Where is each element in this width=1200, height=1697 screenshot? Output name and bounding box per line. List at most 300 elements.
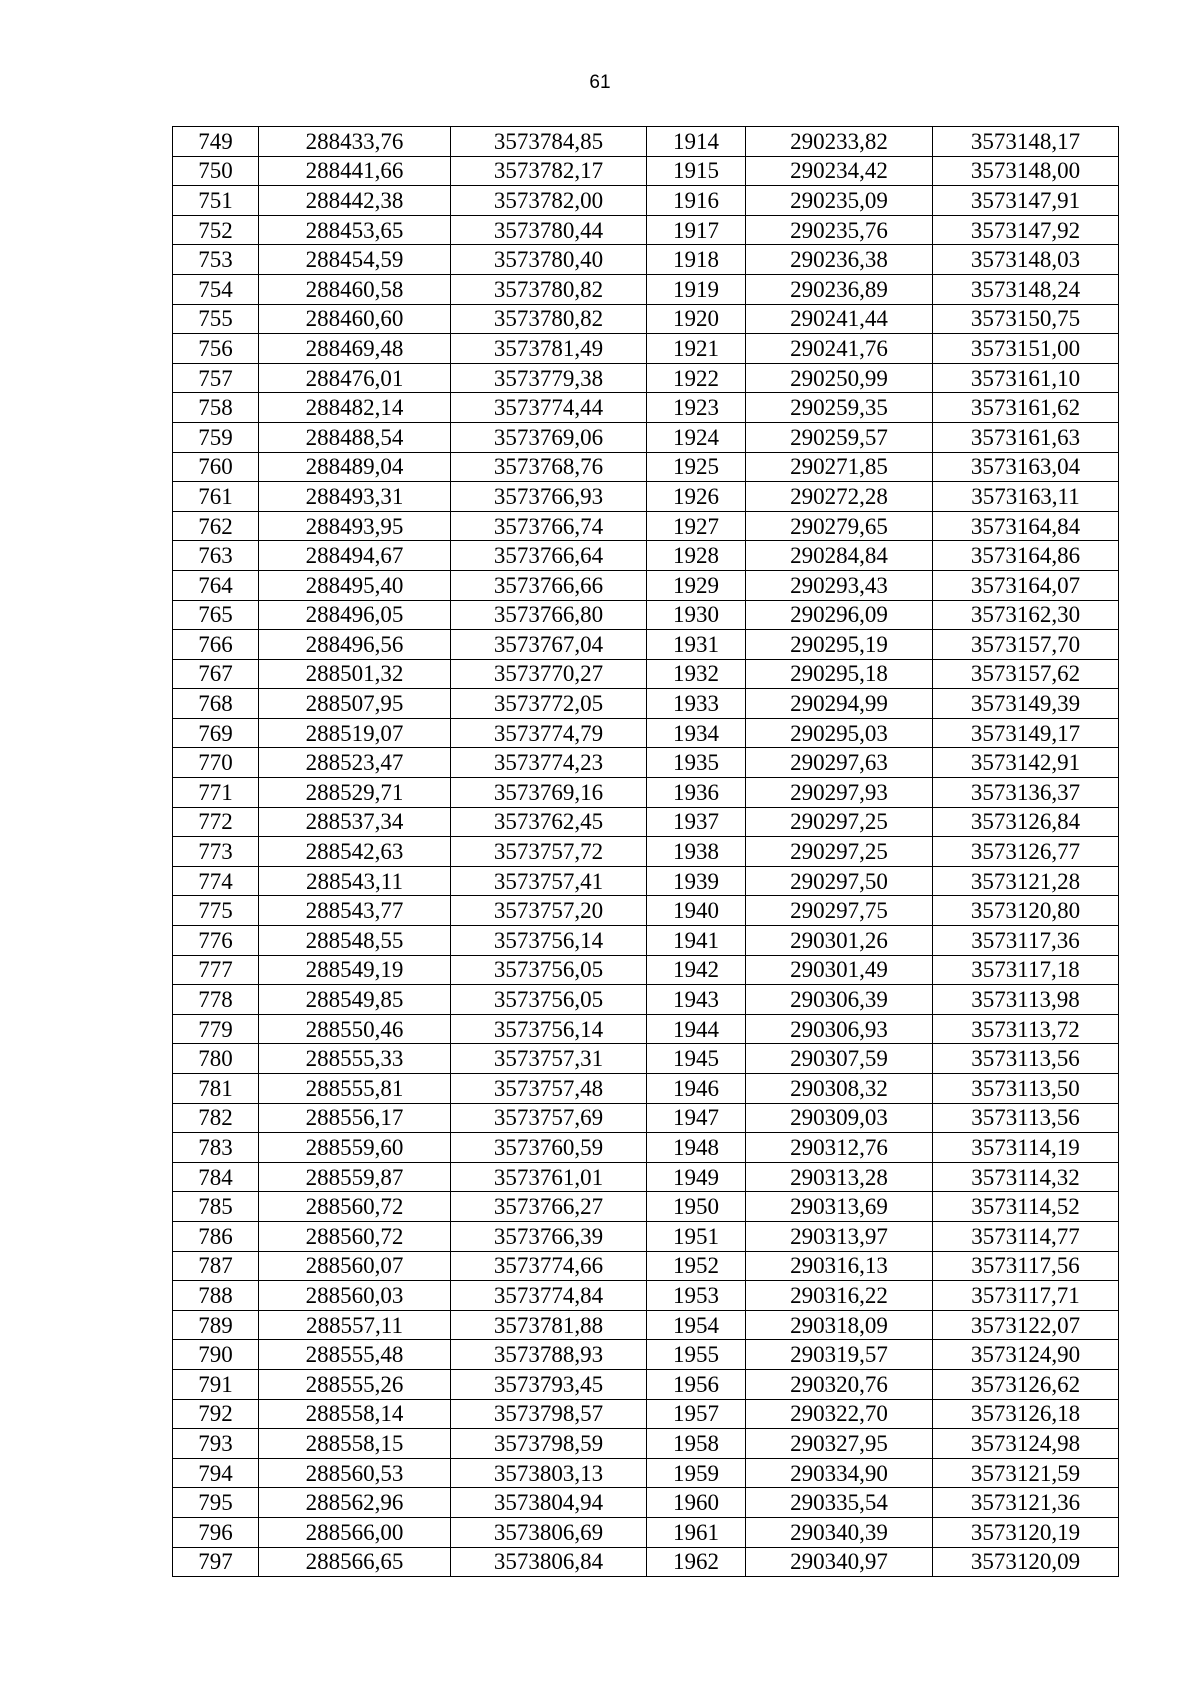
point-number-left-cell: 778	[173, 985, 259, 1015]
point-number-right-cell: 1932	[647, 659, 746, 689]
y-coordinate-right-cell: 3573113,72	[933, 1014, 1119, 1044]
table-row	[173, 1399, 1119, 1429]
x-coordinate-right-cell: 290259,35	[746, 393, 933, 423]
y-coordinate-left-cell: 3573781,88	[451, 1310, 647, 1340]
y-coordinate-right-cell: 3573163,04	[933, 452, 1119, 482]
x-coordinate-right-cell: 290322,70	[746, 1399, 933, 1429]
x-coordinate-right-cell: 290313,97	[746, 1221, 933, 1251]
point-number-left-cell: 759	[173, 422, 259, 452]
table-row	[173, 511, 1119, 541]
point-number-right-cell: 1950	[647, 1192, 746, 1222]
y-coordinate-left-cell: 3573774,23	[451, 748, 647, 778]
x-coordinate-right-cell: 290320,76	[746, 1369, 933, 1399]
y-coordinate-right-cell: 3573114,32	[933, 1162, 1119, 1192]
x-coordinate-left-cell: 288548,55	[259, 926, 451, 956]
x-coordinate-left-cell: 288523,47	[259, 748, 451, 778]
x-coordinate-right-cell: 290297,25	[746, 807, 933, 837]
y-coordinate-right-cell: 3573124,98	[933, 1429, 1119, 1459]
point-number-left-cell: 792	[173, 1399, 259, 1429]
table-row	[173, 215, 1119, 245]
y-coordinate-left-cell: 3573757,69	[451, 1103, 647, 1133]
x-coordinate-left-cell: 288529,71	[259, 778, 451, 808]
point-number-right-cell: 1959	[647, 1458, 746, 1488]
y-coordinate-left-cell: 3573757,31	[451, 1044, 647, 1074]
table-row	[173, 1103, 1119, 1133]
table-row	[173, 127, 1119, 157]
x-coordinate-right-cell: 290297,63	[746, 748, 933, 778]
x-coordinate-right-cell: 290250,99	[746, 363, 933, 393]
table-row	[173, 156, 1119, 186]
y-coordinate-left-cell: 3573784,85	[451, 127, 647, 157]
x-coordinate-left-cell: 288433,76	[259, 127, 451, 157]
x-coordinate-right-cell: 290295,18	[746, 659, 933, 689]
y-coordinate-left-cell: 3573798,59	[451, 1429, 647, 1459]
x-coordinate-right-cell: 290233,82	[746, 127, 933, 157]
point-number-right-cell: 1945	[647, 1044, 746, 1074]
point-number-right-cell: 1928	[647, 541, 746, 571]
x-coordinate-left-cell: 288482,14	[259, 393, 451, 423]
point-number-right-cell: 1930	[647, 600, 746, 630]
table-row	[173, 1458, 1119, 1488]
x-coordinate-right-cell: 290297,50	[746, 866, 933, 896]
y-coordinate-right-cell: 3573149,39	[933, 689, 1119, 719]
y-coordinate-right-cell: 3573124,90	[933, 1340, 1119, 1370]
point-number-right-cell: 1926	[647, 482, 746, 512]
x-coordinate-right-cell: 290284,84	[746, 541, 933, 571]
point-number-left-cell: 771	[173, 778, 259, 808]
point-number-right-cell: 1946	[647, 1074, 746, 1104]
x-coordinate-right-cell: 290313,28	[746, 1162, 933, 1192]
table-row	[173, 807, 1119, 837]
point-number-left-cell: 796	[173, 1517, 259, 1547]
x-coordinate-left-cell: 288549,85	[259, 985, 451, 1015]
x-coordinate-right-cell: 290236,38	[746, 245, 933, 275]
y-coordinate-right-cell: 3573120,19	[933, 1517, 1119, 1547]
table-row	[173, 482, 1119, 512]
x-coordinate-right-cell: 290340,97	[746, 1547, 933, 1577]
x-coordinate-left-cell: 288555,26	[259, 1369, 451, 1399]
table-row	[173, 1488, 1119, 1518]
y-coordinate-left-cell: 3573761,01	[451, 1162, 647, 1192]
x-coordinate-right-cell: 290309,03	[746, 1103, 933, 1133]
y-coordinate-left-cell: 3573769,06	[451, 422, 647, 452]
y-coordinate-left-cell: 3573756,05	[451, 955, 647, 985]
x-coordinate-left-cell: 288494,67	[259, 541, 451, 571]
y-coordinate-left-cell: 3573772,05	[451, 689, 647, 719]
y-coordinate-left-cell: 3573767,04	[451, 630, 647, 660]
y-coordinate-right-cell: 3573148,17	[933, 127, 1119, 157]
y-coordinate-right-cell: 3573161,62	[933, 393, 1119, 423]
table-row	[173, 1221, 1119, 1251]
point-number-right-cell: 1920	[647, 304, 746, 334]
x-coordinate-left-cell: 288549,19	[259, 955, 451, 985]
y-coordinate-right-cell: 3573126,62	[933, 1369, 1119, 1399]
point-number-right-cell: 1957	[647, 1399, 746, 1429]
x-coordinate-left-cell: 288519,07	[259, 718, 451, 748]
point-number-left-cell: 782	[173, 1103, 259, 1133]
y-coordinate-right-cell: 3573120,80	[933, 896, 1119, 926]
point-number-left-cell: 770	[173, 748, 259, 778]
table-row	[173, 541, 1119, 571]
point-number-right-cell: 1941	[647, 926, 746, 956]
point-number-right-cell: 1947	[647, 1103, 746, 1133]
x-coordinate-left-cell: 288454,59	[259, 245, 451, 275]
x-coordinate-left-cell: 288543,11	[259, 866, 451, 896]
point-number-left-cell: 749	[173, 127, 259, 157]
table-row	[173, 1133, 1119, 1163]
table-row	[173, 1251, 1119, 1281]
table-row	[173, 1192, 1119, 1222]
x-coordinate-right-cell: 290235,76	[746, 215, 933, 245]
y-coordinate-left-cell: 3573780,82	[451, 274, 647, 304]
x-coordinate-left-cell: 288495,40	[259, 570, 451, 600]
x-coordinate-right-cell: 290272,28	[746, 482, 933, 512]
x-coordinate-right-cell: 290297,75	[746, 896, 933, 926]
y-coordinate-left-cell: 3573769,16	[451, 778, 647, 808]
table-row	[173, 274, 1119, 304]
point-number-left-cell: 789	[173, 1310, 259, 1340]
coordinates-table-body	[173, 127, 1119, 1577]
y-coordinate-left-cell: 3573766,93	[451, 482, 647, 512]
point-number-right-cell: 1960	[647, 1488, 746, 1518]
table-row	[173, 600, 1119, 630]
x-coordinate-right-cell: 290241,44	[746, 304, 933, 334]
y-coordinate-right-cell: 3573148,03	[933, 245, 1119, 275]
x-coordinate-left-cell: 288560,03	[259, 1281, 451, 1311]
table-row	[173, 1281, 1119, 1311]
x-coordinate-right-cell: 290297,93	[746, 778, 933, 808]
y-coordinate-left-cell: 3573756,14	[451, 1014, 647, 1044]
table-row	[173, 363, 1119, 393]
y-coordinate-right-cell: 3573122,07	[933, 1310, 1119, 1340]
table-row	[173, 1369, 1119, 1399]
point-number-left-cell: 758	[173, 393, 259, 423]
point-number-right-cell: 1927	[647, 511, 746, 541]
point-number-left-cell: 786	[173, 1221, 259, 1251]
x-coordinate-right-cell: 290241,76	[746, 334, 933, 364]
y-coordinate-left-cell: 3573780,44	[451, 215, 647, 245]
table-row	[173, 1162, 1119, 1192]
point-number-right-cell: 1933	[647, 689, 746, 719]
y-coordinate-right-cell: 3573113,56	[933, 1103, 1119, 1133]
point-number-left-cell: 780	[173, 1044, 259, 1074]
x-coordinate-right-cell: 290334,90	[746, 1458, 933, 1488]
point-number-left-cell: 788	[173, 1281, 259, 1311]
x-coordinate-right-cell: 290327,95	[746, 1429, 933, 1459]
point-number-left-cell: 776	[173, 926, 259, 956]
table-row	[173, 866, 1119, 896]
x-coordinate-left-cell: 288453,65	[259, 215, 451, 245]
point-number-left-cell: 762	[173, 511, 259, 541]
x-coordinate-left-cell: 288543,77	[259, 896, 451, 926]
point-number-left-cell: 772	[173, 807, 259, 837]
point-number-left-cell: 767	[173, 659, 259, 689]
point-number-left-cell: 773	[173, 837, 259, 867]
y-coordinate-left-cell: 3573781,49	[451, 334, 647, 364]
y-coordinate-right-cell: 3573164,07	[933, 570, 1119, 600]
x-coordinate-left-cell: 288501,32	[259, 659, 451, 689]
x-coordinate-left-cell: 288560,72	[259, 1221, 451, 1251]
x-coordinate-left-cell: 288441,66	[259, 156, 451, 186]
y-coordinate-right-cell: 3573148,00	[933, 156, 1119, 186]
x-coordinate-right-cell: 290259,57	[746, 422, 933, 452]
table-row	[173, 1340, 1119, 1370]
table-row	[173, 186, 1119, 216]
point-number-right-cell: 1940	[647, 896, 746, 926]
point-number-left-cell: 763	[173, 541, 259, 571]
y-coordinate-left-cell: 3573774,44	[451, 393, 647, 423]
table-row	[173, 837, 1119, 867]
table-row	[173, 630, 1119, 660]
x-coordinate-left-cell: 288460,60	[259, 304, 451, 334]
point-number-left-cell: 785	[173, 1192, 259, 1222]
x-coordinate-right-cell: 290293,43	[746, 570, 933, 600]
x-coordinate-right-cell: 290235,09	[746, 186, 933, 216]
x-coordinate-left-cell: 288496,56	[259, 630, 451, 660]
point-number-right-cell: 1942	[647, 955, 746, 985]
point-number-right-cell: 1917	[647, 215, 746, 245]
x-coordinate-left-cell: 288558,14	[259, 1399, 451, 1429]
point-number-right-cell: 1916	[647, 186, 746, 216]
x-coordinate-left-cell: 288493,95	[259, 511, 451, 541]
table-row	[173, 393, 1119, 423]
y-coordinate-left-cell: 3573774,66	[451, 1251, 647, 1281]
x-coordinate-left-cell: 288560,72	[259, 1192, 451, 1222]
y-coordinate-left-cell: 3573760,59	[451, 1133, 647, 1163]
point-number-left-cell: 765	[173, 600, 259, 630]
x-coordinate-left-cell: 288507,95	[259, 689, 451, 719]
y-coordinate-right-cell: 3573164,84	[933, 511, 1119, 541]
x-coordinate-left-cell: 288560,07	[259, 1251, 451, 1281]
y-coordinate-left-cell: 3573774,79	[451, 718, 647, 748]
point-number-right-cell: 1955	[647, 1340, 746, 1370]
point-number-right-cell: 1943	[647, 985, 746, 1015]
y-coordinate-right-cell: 3573121,28	[933, 866, 1119, 896]
table-row	[173, 985, 1119, 1015]
point-number-left-cell: 768	[173, 689, 259, 719]
table-row	[173, 1074, 1119, 1104]
y-coordinate-right-cell: 3573113,50	[933, 1074, 1119, 1104]
x-coordinate-right-cell: 290340,39	[746, 1517, 933, 1547]
point-number-left-cell: 790	[173, 1340, 259, 1370]
point-number-right-cell: 1919	[647, 274, 746, 304]
x-coordinate-right-cell: 290297,25	[746, 837, 933, 867]
table-row	[173, 896, 1119, 926]
y-coordinate-right-cell: 3573114,52	[933, 1192, 1119, 1222]
y-coordinate-left-cell: 3573780,40	[451, 245, 647, 275]
table-row	[173, 1429, 1119, 1459]
x-coordinate-left-cell: 288562,96	[259, 1488, 451, 1518]
y-coordinate-right-cell: 3573126,77	[933, 837, 1119, 867]
point-number-right-cell: 1914	[647, 127, 746, 157]
point-number-right-cell: 1935	[647, 748, 746, 778]
y-coordinate-right-cell: 3573114,19	[933, 1133, 1119, 1163]
table-row	[173, 1517, 1119, 1547]
point-number-right-cell: 1962	[647, 1547, 746, 1577]
x-coordinate-right-cell: 290313,69	[746, 1192, 933, 1222]
point-number-right-cell: 1961	[647, 1517, 746, 1547]
y-coordinate-right-cell: 3573150,75	[933, 304, 1119, 334]
point-number-left-cell: 784	[173, 1162, 259, 1192]
y-coordinate-right-cell: 3573136,37	[933, 778, 1119, 808]
y-coordinate-left-cell: 3573762,45	[451, 807, 647, 837]
y-coordinate-right-cell: 3573147,91	[933, 186, 1119, 216]
point-number-right-cell: 1949	[647, 1162, 746, 1192]
point-number-right-cell: 1923	[647, 393, 746, 423]
point-number-left-cell: 755	[173, 304, 259, 334]
point-number-left-cell: 761	[173, 482, 259, 512]
point-number-left-cell: 752	[173, 215, 259, 245]
point-number-right-cell: 1951	[647, 1221, 746, 1251]
y-coordinate-right-cell: 3573126,84	[933, 807, 1119, 837]
y-coordinate-left-cell: 3573803,13	[451, 1458, 647, 1488]
point-number-left-cell: 781	[173, 1074, 259, 1104]
y-coordinate-right-cell: 3573117,56	[933, 1251, 1119, 1281]
table-row	[173, 748, 1119, 778]
point-number-right-cell: 1944	[647, 1014, 746, 1044]
y-coordinate-left-cell: 3573770,27	[451, 659, 647, 689]
x-coordinate-left-cell: 288488,54	[259, 422, 451, 452]
y-coordinate-right-cell: 3573117,18	[933, 955, 1119, 985]
x-coordinate-left-cell: 288550,46	[259, 1014, 451, 1044]
point-number-right-cell: 1936	[647, 778, 746, 808]
y-coordinate-left-cell: 3573780,82	[451, 304, 647, 334]
table-row	[173, 926, 1119, 956]
y-coordinate-left-cell: 3573756,14	[451, 926, 647, 956]
point-number-left-cell: 769	[173, 718, 259, 748]
y-coordinate-left-cell: 3573766,39	[451, 1221, 647, 1251]
y-coordinate-right-cell: 3573163,11	[933, 482, 1119, 512]
point-number-left-cell: 794	[173, 1458, 259, 1488]
table-row	[173, 245, 1119, 275]
point-number-left-cell: 783	[173, 1133, 259, 1163]
point-number-left-cell: 795	[173, 1488, 259, 1518]
point-number-left-cell: 797	[173, 1547, 259, 1577]
table-row	[173, 659, 1119, 689]
table-row	[173, 304, 1119, 334]
x-coordinate-right-cell: 290308,32	[746, 1074, 933, 1104]
point-number-left-cell: 751	[173, 186, 259, 216]
table-row	[173, 955, 1119, 985]
x-coordinate-right-cell: 290295,19	[746, 630, 933, 660]
point-number-right-cell: 1929	[647, 570, 746, 600]
point-number-left-cell: 766	[173, 630, 259, 660]
y-coordinate-right-cell: 3573117,71	[933, 1281, 1119, 1311]
y-coordinate-left-cell: 3573782,17	[451, 156, 647, 186]
x-coordinate-right-cell: 290271,85	[746, 452, 933, 482]
x-coordinate-left-cell: 288555,81	[259, 1074, 451, 1104]
y-coordinate-right-cell: 3573164,86	[933, 541, 1119, 571]
x-coordinate-left-cell: 288556,17	[259, 1103, 451, 1133]
y-coordinate-left-cell: 3573779,38	[451, 363, 647, 393]
point-number-left-cell: 764	[173, 570, 259, 600]
x-coordinate-right-cell: 290301,49	[746, 955, 933, 985]
y-coordinate-right-cell: 3573151,00	[933, 334, 1119, 364]
table-row	[173, 689, 1119, 719]
point-number-right-cell: 1956	[647, 1369, 746, 1399]
y-coordinate-left-cell: 3573757,20	[451, 896, 647, 926]
point-number-right-cell: 1954	[647, 1310, 746, 1340]
x-coordinate-left-cell: 288489,04	[259, 452, 451, 482]
y-coordinate-right-cell: 3573161,10	[933, 363, 1119, 393]
x-coordinate-right-cell: 290319,57	[746, 1340, 933, 1370]
point-number-right-cell: 1958	[647, 1429, 746, 1459]
y-coordinate-left-cell: 3573766,27	[451, 1192, 647, 1222]
x-coordinate-left-cell: 288542,63	[259, 837, 451, 867]
table-row	[173, 422, 1119, 452]
point-number-right-cell: 1924	[647, 422, 746, 452]
point-number-right-cell: 1921	[647, 334, 746, 364]
x-coordinate-left-cell: 288469,48	[259, 334, 451, 364]
y-coordinate-right-cell: 3573114,77	[933, 1221, 1119, 1251]
point-number-left-cell: 787	[173, 1251, 259, 1281]
point-number-left-cell: 750	[173, 156, 259, 186]
y-coordinate-right-cell: 3573121,59	[933, 1458, 1119, 1488]
y-coordinate-right-cell: 3573126,18	[933, 1399, 1119, 1429]
x-coordinate-left-cell: 288566,65	[259, 1547, 451, 1577]
point-number-left-cell: 791	[173, 1369, 259, 1399]
y-coordinate-left-cell: 3573766,66	[451, 570, 647, 600]
table-row	[173, 570, 1119, 600]
point-number-right-cell: 1952	[647, 1251, 746, 1281]
x-coordinate-right-cell: 290335,54	[746, 1488, 933, 1518]
y-coordinate-left-cell: 3573766,64	[451, 541, 647, 571]
y-coordinate-left-cell: 3573757,48	[451, 1074, 647, 1104]
x-coordinate-left-cell: 288476,01	[259, 363, 451, 393]
x-coordinate-right-cell: 290234,42	[746, 156, 933, 186]
point-number-left-cell: 754	[173, 274, 259, 304]
point-number-left-cell: 756	[173, 334, 259, 364]
point-number-right-cell: 1934	[647, 718, 746, 748]
point-number-left-cell: 760	[173, 452, 259, 482]
table-row	[173, 1310, 1119, 1340]
y-coordinate-left-cell: 3573766,80	[451, 600, 647, 630]
point-number-right-cell: 1937	[647, 807, 746, 837]
x-coordinate-right-cell: 290307,59	[746, 1044, 933, 1074]
point-number-right-cell: 1938	[647, 837, 746, 867]
y-coordinate-right-cell: 3573147,92	[933, 215, 1119, 245]
x-coordinate-right-cell: 290306,39	[746, 985, 933, 1015]
y-coordinate-left-cell: 3573774,84	[451, 1281, 647, 1311]
x-coordinate-right-cell: 290312,76	[746, 1133, 933, 1163]
x-coordinate-left-cell: 288537,34	[259, 807, 451, 837]
x-coordinate-left-cell: 288493,31	[259, 482, 451, 512]
y-coordinate-right-cell: 3573113,98	[933, 985, 1119, 1015]
x-coordinate-right-cell: 290316,13	[746, 1251, 933, 1281]
point-number-right-cell: 1925	[647, 452, 746, 482]
y-coordinate-right-cell: 3573117,36	[933, 926, 1119, 956]
point-number-left-cell: 774	[173, 866, 259, 896]
x-coordinate-right-cell: 290296,09	[746, 600, 933, 630]
y-coordinate-right-cell: 3573162,30	[933, 600, 1119, 630]
x-coordinate-right-cell: 290295,03	[746, 718, 933, 748]
y-coordinate-left-cell: 3573782,00	[451, 186, 647, 216]
table-row	[173, 1547, 1119, 1577]
y-coordinate-left-cell: 3573756,05	[451, 985, 647, 1015]
x-coordinate-right-cell: 290279,65	[746, 511, 933, 541]
x-coordinate-right-cell: 290301,26	[746, 926, 933, 956]
y-coordinate-left-cell: 3573806,84	[451, 1547, 647, 1577]
x-coordinate-left-cell: 288558,15	[259, 1429, 451, 1459]
x-coordinate-left-cell: 288557,11	[259, 1310, 451, 1340]
y-coordinate-right-cell: 3573148,24	[933, 274, 1119, 304]
x-coordinate-left-cell: 288559,60	[259, 1133, 451, 1163]
y-coordinate-left-cell: 3573798,57	[451, 1399, 647, 1429]
point-number-left-cell: 779	[173, 1014, 259, 1044]
table-row	[173, 452, 1119, 482]
page-number: 61	[589, 72, 611, 93]
x-coordinate-right-cell: 290306,93	[746, 1014, 933, 1044]
